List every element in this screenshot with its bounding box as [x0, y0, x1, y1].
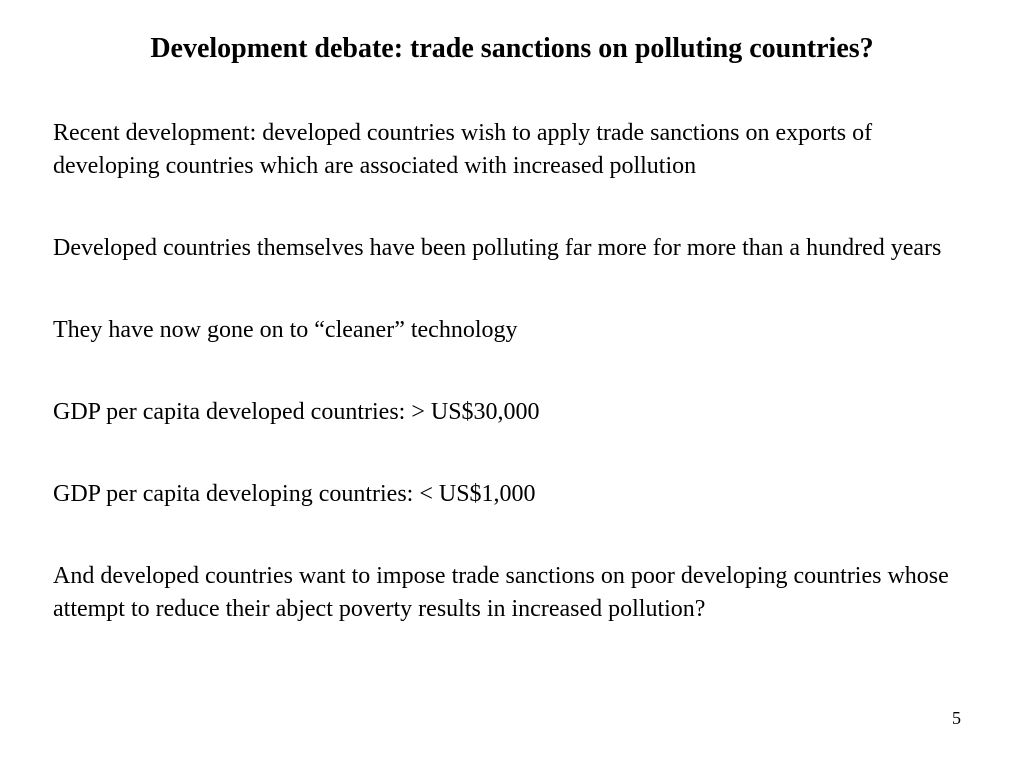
- body-paragraph-historic-pollution: Developed countries themselves have been polluting far more for more than a hundred years: [53, 235, 942, 261]
- slide-title: Development debate: trade sanctions on polluting countries?: [150, 33, 874, 64]
- body-paragraph-gdp-developed: GDP per capita developed countries: > US$30,000: [53, 399, 540, 425]
- page-number: 5: [952, 708, 961, 728]
- body-paragraph-sanctions-question: And developed countries want to impose trade sanctions on poor developing countries whose attempt to reduce their abject poverty results in increased pollution?: [53, 563, 949, 622]
- slide-body: [53, 117, 973, 675]
- body-paragraph-recent-development: Recent development: developed countries wish to apply trade sanctions on exports of developing countries which are associated with increased pollution: [53, 120, 873, 179]
- body-paragraph-cleaner-technology: They have now gone on to “cleaner” technology: [53, 317, 518, 343]
- body-paragraph-gdp-developing: GDP per capita developing countries: < US$1,000: [53, 481, 536, 507]
